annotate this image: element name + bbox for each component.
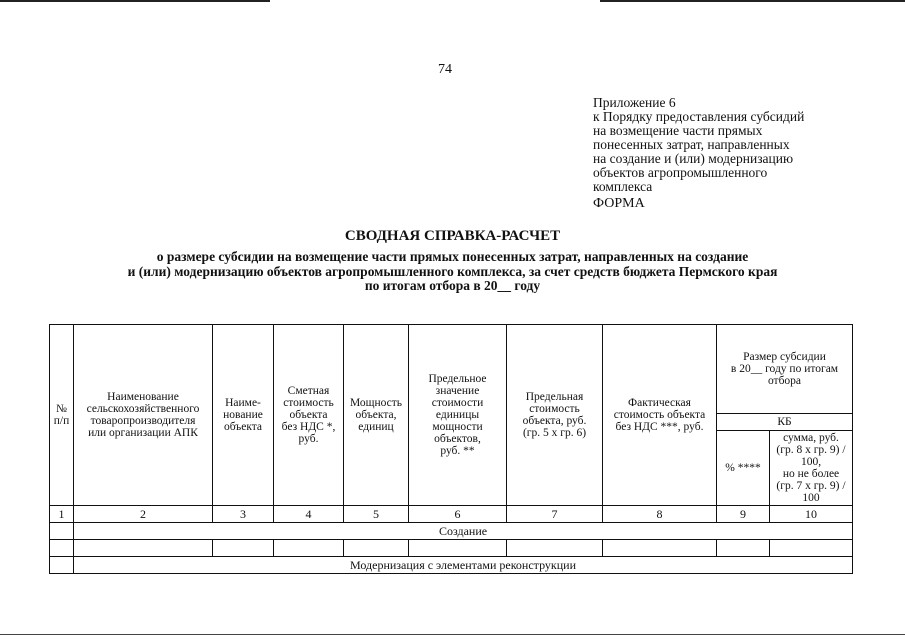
header-col-3: Наиме- нование объекта — [213, 325, 274, 506]
header-col-7: Предельная стоимость объекта, руб. (гр. 5 х гр. 6) — [507, 325, 603, 506]
document-subtitle: о размере субсидии на возмещение части прямых понесенных затрат, направленных на создание и (или) модернизацию объектов агропромышленного комплекса, за счет средств бюджета Пермского края по итогам отбора в 20__ году — [127, 249, 778, 293]
header-col-2: Наименование сельскохозяйственного товаропроизводителя или организации АПК — [74, 325, 213, 506]
header-row — [50, 325, 853, 414]
empty-cell — [50, 540, 74, 557]
empty-cell — [74, 540, 213, 557]
empty-cell — [50, 523, 74, 540]
header-subsidy-group: Размер субсидии в 20__ году по итогам отбора — [717, 325, 853, 414]
scan-edge-top-left — [0, 0, 270, 2]
empty-cell — [213, 540, 274, 557]
header-col-4: Сметная стоимость объекта без НДС *, руб. — [274, 325, 344, 506]
column-number: 1 — [50, 506, 74, 523]
section-row-create — [50, 523, 853, 540]
header-col-8: Фактическая стоимость объекта без НДС ***, руб. — [603, 325, 717, 506]
empty-cell — [274, 540, 344, 557]
column-number: 4 — [274, 506, 344, 523]
document-title: СВОДНАЯ СПРАВКА-РАСЧЕТ — [344, 228, 561, 244]
column-number: 8 — [603, 506, 717, 523]
empty-cell — [50, 557, 74, 574]
column-number: 9 — [717, 506, 770, 523]
scan-edge-bottom — [0, 634, 905, 635]
column-number: 3 — [213, 506, 274, 523]
empty-cell — [344, 540, 409, 557]
scan-edge-top-right — [600, 0, 905, 2]
page-number: 74 — [438, 62, 452, 77]
calculation-table — [49, 324, 853, 574]
empty-cell — [507, 540, 603, 557]
column-number: 6 — [409, 506, 507, 523]
appendix-text: к Порядку предоставления субсидий на возмещение части прямых понесенных затрат, направленных на создание и (или) модернизацию объектов агропромышленного комплекса — [593, 109, 805, 194]
empty-cell — [409, 540, 507, 557]
appendix-title: Приложение 6 — [593, 95, 676, 110]
column-number: 7 — [507, 506, 603, 523]
form-label: ФОРМА — [593, 196, 645, 211]
column-number: 10 — [770, 506, 853, 523]
column-number-row — [50, 506, 853, 523]
column-number: 5 — [344, 506, 409, 523]
empty-cell — [603, 540, 717, 557]
section-create-label: Создание — [74, 523, 853, 540]
appendix-block — [593, 96, 873, 194]
table-row — [50, 540, 853, 557]
column-number: 2 — [74, 506, 213, 523]
section-row-modernize — [50, 557, 853, 574]
header-col-9: % **** — [717, 431, 770, 506]
header-col-6: Предельное значение стоимости единицы мощности объектов, руб. ** — [409, 325, 507, 506]
empty-cell — [717, 540, 770, 557]
header-kb: КБ — [717, 414, 853, 431]
header-col-1: № п/п — [50, 325, 74, 506]
header-col-10: сумма, руб. (гр. 8 х гр. 9) / 100, но не более (гр. 7 х гр. 9) / 100 — [770, 431, 853, 506]
empty-cell — [770, 540, 853, 557]
section-modernize-label: Модернизация с элементами реконструкции — [74, 557, 853, 574]
header-col-5: Мощность объекта, единиц — [344, 325, 409, 506]
